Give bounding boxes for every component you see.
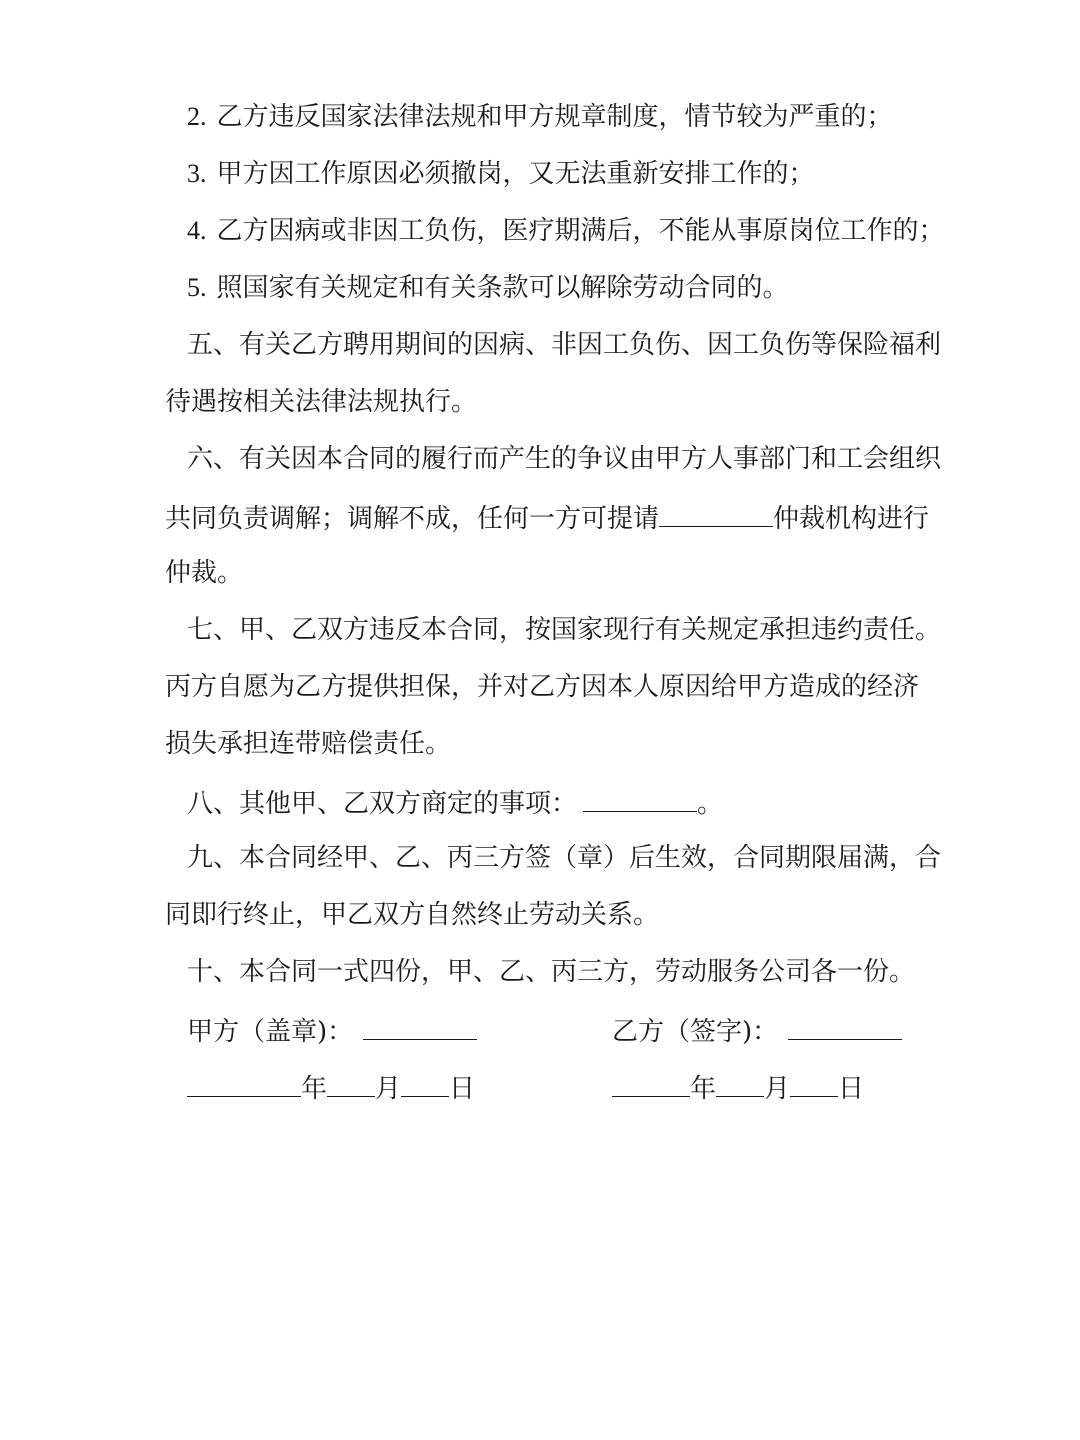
clause-seven-line-3: 损失承担连带赔偿责任。 (165, 729, 452, 759)
other-matters-blank[interactable] (583, 785, 697, 812)
clause-item-5 (187, 272, 947, 304)
item-number: 4. (187, 216, 207, 245)
party-b-signature (612, 1013, 902, 1048)
party-b-month-blank[interactable] (716, 1070, 764, 1097)
clause-five-line-2: 待遇按相关法律法规执行。 (165, 387, 478, 417)
party-a-seal-blank[interactable] (363, 1013, 477, 1040)
item-text: 乙方因病或非因工负伤，医疗期满后，不能从事原岗位工作的； (216, 216, 945, 246)
clause-ten: 十、本合同一式四份，甲、乙、丙三方，劳动服务公司各一份。 (187, 957, 916, 987)
clause-item-3 (187, 158, 947, 190)
clause-eight-text: 八、其他甲、乙双方商定的事项： (187, 789, 578, 819)
day-label: 日 (838, 1074, 865, 1104)
party-b-sign-blank[interactable] (788, 1013, 902, 1040)
month-label: 月 (375, 1074, 402, 1104)
item-number: 5. (187, 273, 207, 302)
party-b-date (612, 1070, 864, 1105)
clause-six-line-3: 仲裁。 (165, 558, 244, 588)
clause-nine-line-2: 同即行终止，甲乙双方自然终止劳动关系。 (165, 900, 660, 930)
month-label: 月 (764, 1074, 791, 1104)
item-text: 乙方违反国家法律法规和甲方规章制度，情节较为严重的； (216, 102, 893, 132)
clause-eight (187, 785, 947, 820)
party-a-label: 甲方（盖章)： (187, 1017, 354, 1047)
item-number: 2. (187, 102, 207, 131)
party-a-month-blank[interactable] (327, 1070, 375, 1097)
clause-six-text-b: 仲裁机构进行 (773, 504, 930, 534)
clause-nine-line-1: 九、本合同经甲、乙、丙三方签（章）后生效，合同期限届满，合 (187, 843, 942, 873)
party-a-signature (187, 1013, 477, 1048)
clause-six-line-1: 六、有关因本合同的履行而产生的争议由甲方人事部门和工会组织 (187, 444, 942, 474)
arbitration-blank[interactable] (659, 500, 773, 527)
year-label: 年 (690, 1074, 717, 1104)
party-b-year-blank[interactable] (612, 1070, 690, 1097)
item-text: 甲方因工作原因必须撤岗，又无法重新安排工作的； (216, 159, 815, 189)
clause-six-line-2 (165, 500, 930, 535)
item-number: 3. (187, 159, 207, 188)
party-a-day-blank[interactable] (401, 1070, 449, 1097)
clause-item-2 (187, 101, 947, 133)
clause-item-4 (187, 215, 947, 247)
clause-five-line-1: 五、有关乙方聘用期间的因病、非因工负伤、因工负伤等保险福利 (187, 330, 942, 360)
party-b-label: 乙方（签字)： (612, 1017, 779, 1047)
clause-six-text-a: 共同负责调解；调解不成，任何一方可提请 (165, 504, 660, 534)
year-label: 年 (301, 1074, 328, 1104)
item-text: 照国家有关规定和有关条款可以解除劳动合同的。 (216, 273, 789, 303)
clause-seven-line-1: 七、甲、乙双方违反本合同，按国家现行有关规定承担违约责任。 (187, 615, 942, 645)
party-b-day-blank[interactable] (790, 1070, 838, 1097)
day-label: 日 (449, 1074, 476, 1104)
party-a-year-blank[interactable] (187, 1070, 301, 1097)
clause-eight-end: 。 (697, 789, 724, 819)
clause-seven-line-2: 丙方自愿为乙方提供担保，并对乙方因本人原因给甲方造成的经济 (165, 672, 920, 702)
party-a-date (187, 1070, 475, 1105)
